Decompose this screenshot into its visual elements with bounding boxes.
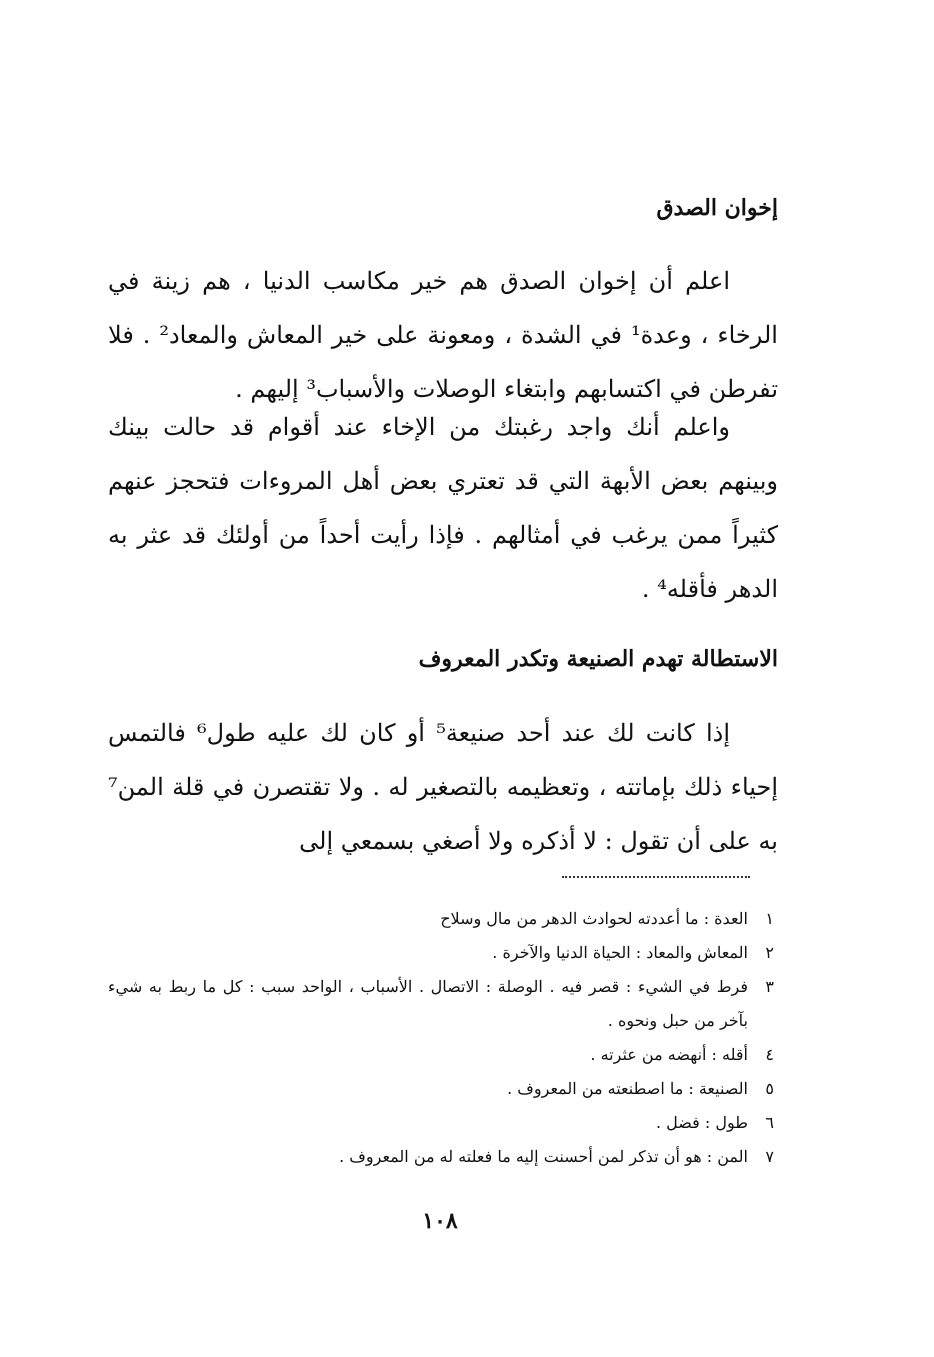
footnote-item	[108, 1072, 774, 1106]
section-heading-arrogance: الاستطالة تهدم الصنيعة وتكدر المعروف	[418, 646, 778, 672]
footnote-number: ٣	[765, 977, 774, 996]
footnote-number: ٢	[765, 943, 774, 962]
footnote-item	[108, 902, 774, 936]
paragraph: إذا كانت لك عند أحد صنيعة⁵ أو كان لك عليه طول⁶ فالتمس إحياء ذلك بإماتته ، وتعظيمه بالتصغير له . ولا تقتصرن في قلة المن⁷ به على أن تقول : لا أذكره ولا أصغي بسمعي إلى	[108, 719, 778, 855]
footnote-item	[108, 1106, 774, 1140]
footnote-text: المن : هو أن تذكر لمن أحسنت إليه ما فعلته له من المعروف .	[339, 1147, 748, 1166]
page-number: ١٠٨	[422, 1208, 458, 1234]
footnote-number: ٧	[765, 1147, 774, 1166]
section-heading-true-friends: إخوان الصدق	[656, 195, 778, 221]
footnote-text: العدة : ما أعددته لحوادث الدهر من مال وسلاح	[440, 909, 748, 928]
footnote-item	[108, 970, 774, 1038]
footnote-text: الصنيعة : ما اصطنعته من المعروف .	[507, 1079, 748, 1098]
footnote-number: ٥	[765, 1079, 774, 1098]
footnotes-list	[108, 902, 774, 1174]
footnote-number: ٤	[765, 1045, 774, 1064]
footnote-number: ١	[765, 909, 774, 928]
footnote-text: أقله : أنهضه من عثرته .	[590, 1045, 748, 1064]
footnote-text: فرط في الشيء : قصر فيه . الوصلة : الاتصال . الأسباب ، الواحد سبب : كل ما ربط به شيء بآخر من حبل ونحوه .	[108, 977, 748, 1030]
footnote-text: طول : فضل .	[656, 1113, 748, 1132]
footnote-item	[108, 1038, 774, 1072]
paragraph: واعلم أنك واجد رغبتك من الإخاء عند أقوام قد حالت بينك وبينهم بعض الأبهة التي قد تعتري بعض أهل المروءات فتحجز عنهم كثيراً ممن يرغب في أمثالهم . فإذا رأيت أحداً من أولئك قد عثر به الدهر فأقله⁴ .	[108, 413, 778, 603]
footnote-number: ٦	[765, 1113, 774, 1132]
footnote-item	[108, 1140, 774, 1174]
footnote-text: المعاش والمعاد : الحياة الدنيا والآخرة .	[492, 943, 748, 962]
footnote-item	[108, 936, 774, 970]
footnote-divider	[562, 876, 750, 878]
paragraph: اعلم أن إخوان الصدق هم خير مكاسب الدنيا ، هم زينة في الرخاء ، وعدة¹ في الشدة ، ومعونة على خير المعاش والمعاد² . فلا تفرطن في اكتسابهم وابتغاء الوصلات والأسباب³ إليهم .	[108, 267, 778, 403]
